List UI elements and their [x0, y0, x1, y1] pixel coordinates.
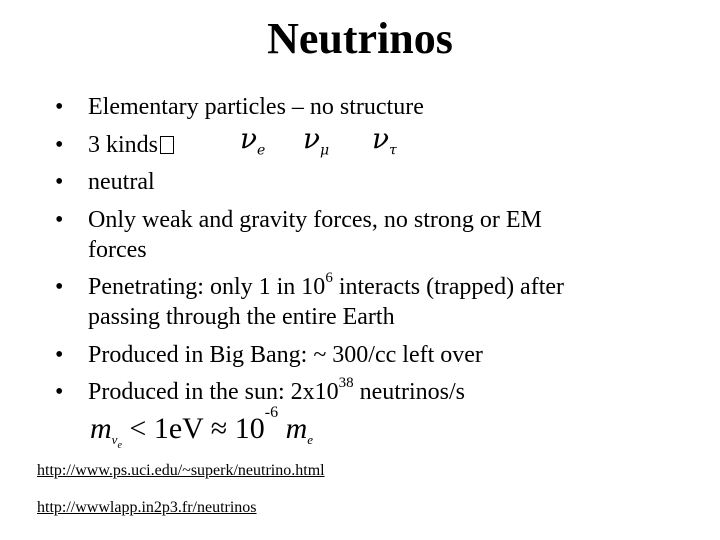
bullet-item-sun	[0, 377, 720, 407]
bullet-text: Elementary particles – no structure	[88, 94, 424, 120]
bullet-item-penetrating	[0, 272, 720, 332]
bullet-text-line1: Only weak and gravity forces, no strong or EM	[88, 206, 542, 233]
bullet-text-line1: Penetrating: only 1 in $10^6$ interacts (trapped) after	[88, 270, 565, 300]
superk-neutrino-link[interactable]: http://www.ps.uci.edu/~superk/neutrino.html	[37, 462, 325, 479]
neutrino-mass-formula: $m_{\nu_e} < 1eV \approx 10^{-6}$ $m_e$	[90, 404, 314, 451]
bullet-dot: •	[55, 94, 64, 120]
missing-glyph-icon	[160, 136, 174, 154]
muon-neutrino-symbol: $\nu_\mu$	[303, 121, 330, 159]
bullet-dot: •	[55, 206, 64, 233]
bullet-text: neutral	[88, 169, 155, 195]
bullet-text: 3 kinds	[88, 131, 159, 158]
bullet-dot: •	[55, 379, 64, 405]
bullet-dot: •	[55, 131, 64, 158]
bullet-item-forces	[0, 205, 720, 265]
exponent: 6	[325, 270, 333, 286]
bullet-dot: •	[55, 274, 64, 300]
bullet-text-line2: passing through the entire Earth	[88, 304, 395, 330]
bullet-item-big-bang	[0, 340, 720, 370]
bullet-dot: •	[55, 341, 64, 368]
bullet-text: Produced in Big Bang: ~ 300/cc left over	[88, 341, 483, 368]
lapp-neutrinos-link[interactable]: http://wwwlapp.in2p3.fr/neutrinos	[37, 499, 257, 516]
electron-neutrino-symbol: $\nu_e$	[240, 121, 266, 159]
exponent: 38	[338, 375, 354, 391]
slide-title: Neutrinos	[267, 14, 453, 63]
bullet-text: Produced in the sun: $2x10^{38}$ neutrinos/s	[88, 375, 465, 405]
bullet-text-line2: forces	[88, 236, 147, 263]
bullet-item-structure	[0, 92, 720, 122]
bullet-item-neutral	[0, 167, 720, 197]
bullet-dot: •	[55, 169, 64, 195]
tau-neutrino-symbol: $\nu_\tau$	[372, 121, 397, 159]
bullet-item-kinds	[0, 121, 720, 160]
bullet-list	[0, 92, 720, 415]
